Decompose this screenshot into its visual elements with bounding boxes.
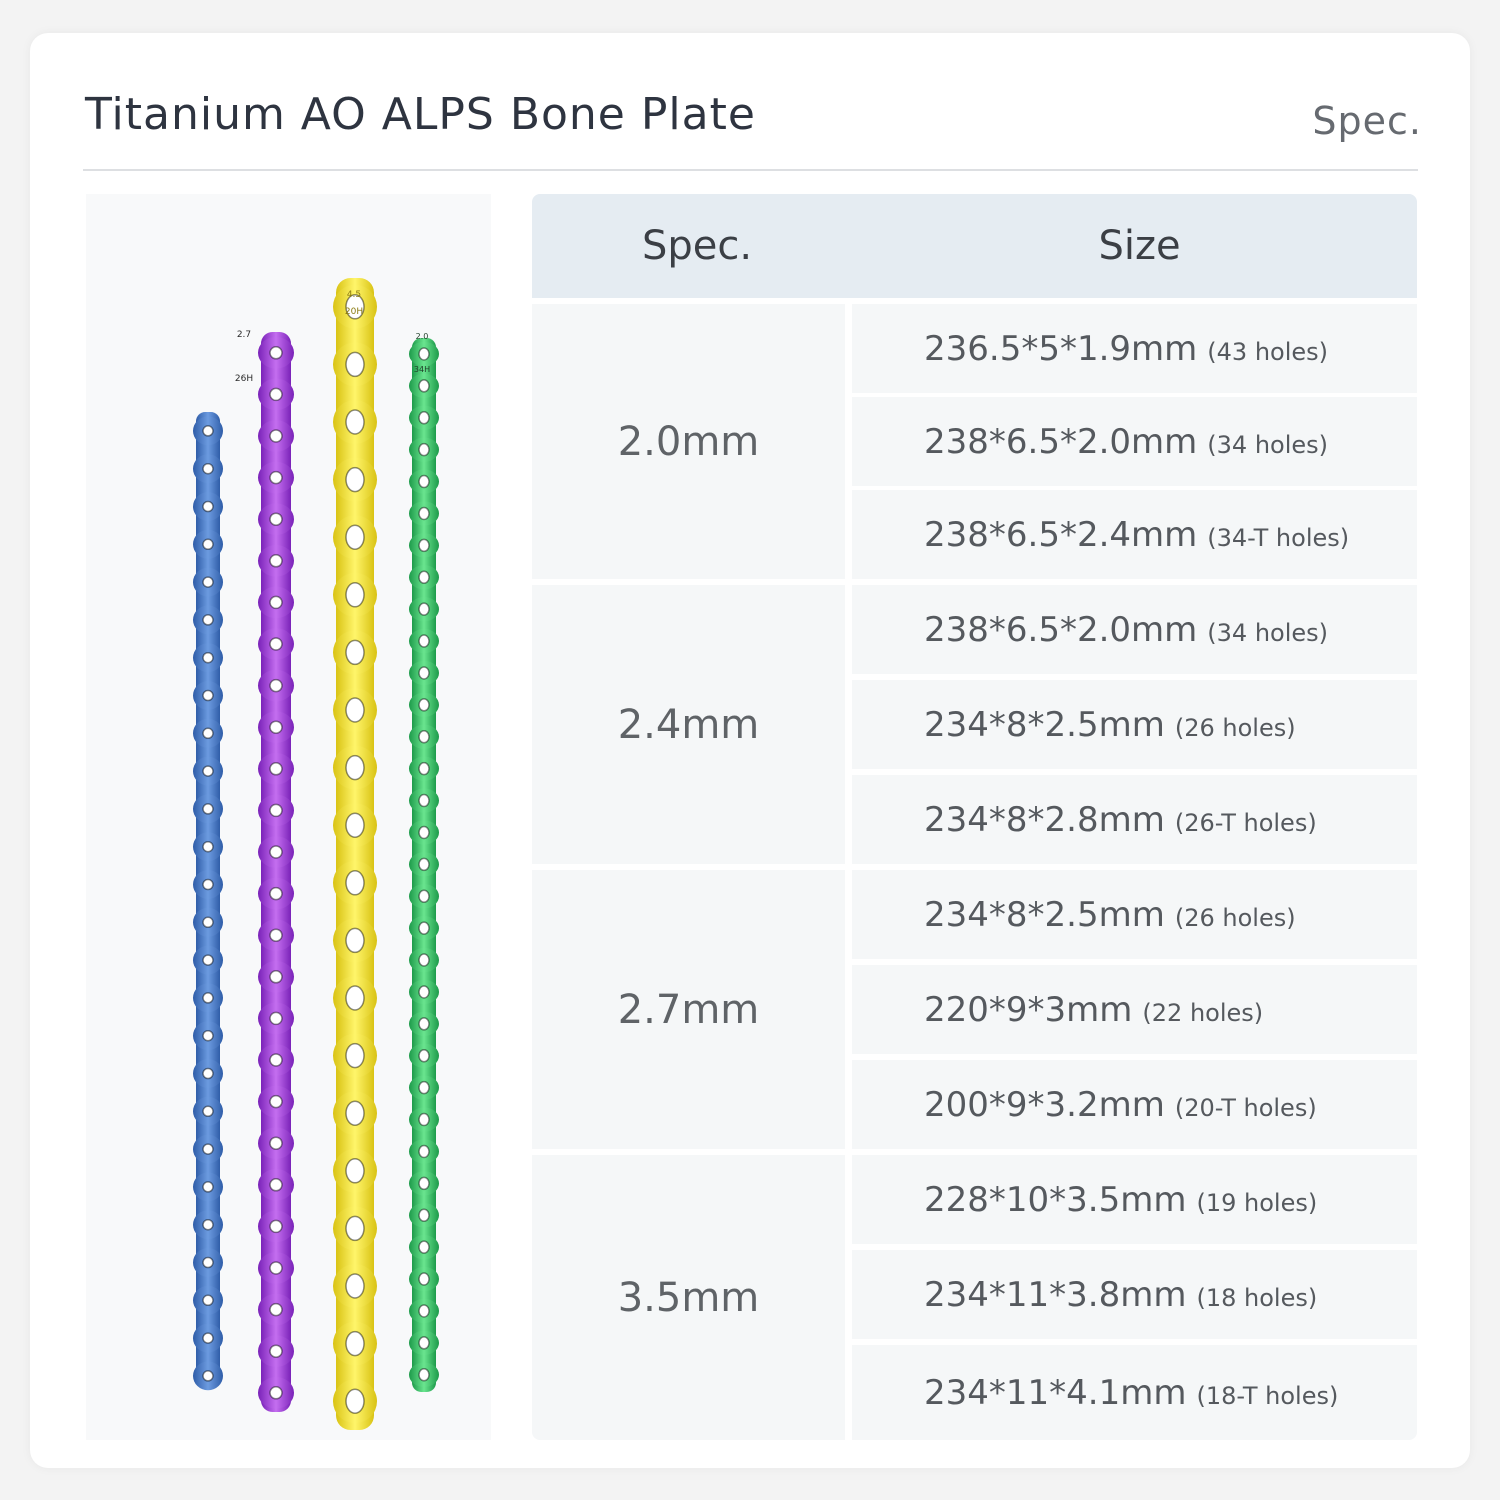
screw-hole: [419, 348, 429, 360]
plate-body: [261, 332, 291, 1412]
screw-hole: [346, 1159, 364, 1183]
yellow-plate-label-2: 20H: [344, 307, 364, 317]
spec-cell: 2.0mm: [532, 304, 845, 579]
size-cell: [852, 965, 1417, 1054]
bone-plates-illustration: [86, 194, 491, 1440]
hole-count: (18 holes): [1196, 1283, 1318, 1312]
size-value: 234*8*2.8mm: [924, 799, 1165, 840]
screw-hole: [419, 507, 429, 519]
screw-hole: [270, 1345, 282, 1357]
screw-hole: [270, 1137, 282, 1149]
size-cell: [852, 304, 1417, 393]
screw-hole: [203, 1069, 213, 1079]
product-card: [30, 33, 1470, 1468]
green-plate-label-1: 2.0: [415, 332, 429, 341]
screw-hole: [419, 1273, 429, 1285]
screw-hole: [270, 1387, 282, 1399]
size-value: 234*11*3.8mm: [924, 1274, 1187, 1315]
screw-hole: [203, 1031, 213, 1041]
hole-count: (18-T holes): [1196, 1381, 1339, 1410]
spec-table: [532, 194, 1417, 1440]
size-cell: [852, 1060, 1417, 1149]
hole-count: (22 holes): [1142, 998, 1264, 1027]
hole-count: (26-T holes): [1174, 808, 1317, 837]
plate-body: [336, 278, 374, 1430]
screw-hole: [346, 698, 364, 722]
screw-hole: [270, 971, 282, 983]
size-value: 220*9*3mm: [924, 989, 1133, 1030]
screw-hole: [346, 410, 364, 434]
screw-hole: [270, 721, 282, 733]
screw-hole: [203, 766, 213, 776]
column-header-size: Size: [1098, 223, 1181, 269]
screw-hole: [419, 1018, 429, 1030]
hole-count: (34 holes): [1207, 430, 1329, 459]
spec-cell: 2.4mm: [532, 585, 845, 864]
screw-hole: [419, 667, 429, 679]
screw-hole: [203, 691, 213, 701]
size-value: 234*8*2.5mm: [924, 894, 1165, 935]
size-cell: [852, 585, 1417, 674]
size-value: 234*8*2.5mm: [924, 704, 1165, 745]
screw-hole: [270, 430, 282, 442]
screw-hole: [419, 763, 429, 775]
size-cell: [852, 397, 1417, 486]
screw-hole: [270, 804, 282, 816]
spec-cell: 3.5mm: [532, 1155, 845, 1440]
screw-hole: [419, 1369, 429, 1381]
screw-hole: [203, 917, 213, 927]
screw-hole: [203, 464, 213, 474]
screw-hole: [419, 603, 429, 615]
spec-cell: 2.7mm: [532, 870, 845, 1149]
screw-hole: [419, 1177, 429, 1189]
screw-hole: [270, 846, 282, 858]
screw-hole: [346, 1216, 364, 1240]
header-spec-label: Spec.: [1312, 99, 1422, 143]
page-title: Titanium AO ALPS Bone Plate: [85, 89, 756, 140]
screw-hole: [346, 352, 364, 376]
size-value: 238*6.5*2.0mm: [924, 421, 1198, 462]
screw-hole: [346, 525, 364, 549]
size-value: 238*6.5*2.4mm: [924, 514, 1198, 555]
screw-hole: [346, 986, 364, 1010]
blue-bone-plate: [193, 412, 223, 1390]
purple-bone-plate: [258, 332, 294, 1412]
screw-hole: [203, 880, 213, 890]
screw-hole: [346, 813, 364, 837]
title-divider: [83, 169, 1418, 171]
screw-hole: [270, 888, 282, 900]
screw-hole: [346, 756, 364, 780]
screw-hole: [203, 1295, 213, 1305]
screw-hole: [270, 1220, 282, 1232]
screw-hole: [203, 1220, 213, 1230]
screw-hole: [419, 1337, 429, 1349]
product-image: [86, 194, 491, 1440]
screw-hole: [270, 513, 282, 525]
screw-hole: [346, 928, 364, 952]
screw-hole: [203, 728, 213, 738]
green-plate-label-2: 34H: [413, 365, 431, 374]
screw-hole: [419, 795, 429, 807]
screw-hole: [419, 444, 429, 456]
screw-hole: [203, 1144, 213, 1154]
screw-hole: [270, 347, 282, 359]
screw-hole: [419, 539, 429, 551]
screw-hole: [419, 635, 429, 647]
screw-hole: [346, 871, 364, 895]
screw-hole: [419, 1114, 429, 1126]
yellow-bone-plate: [333, 278, 377, 1430]
table-header: [532, 194, 1417, 298]
screw-hole: [270, 1262, 282, 1274]
screw-hole: [203, 1106, 213, 1116]
screw-hole: [346, 1274, 364, 1298]
screw-hole: [270, 1304, 282, 1316]
screw-hole: [419, 986, 429, 998]
screw-hole: [346, 640, 364, 664]
screw-hole: [419, 412, 429, 424]
purple-plate-label-2: 26H: [234, 374, 254, 384]
screw-hole: [270, 1096, 282, 1108]
size-cell: [852, 1345, 1417, 1440]
screw-hole: [419, 380, 429, 392]
hole-count: (34-T holes): [1207, 523, 1350, 552]
screw-hole: [419, 890, 429, 902]
yellow-plate-label-1: 4.5: [346, 290, 362, 300]
screw-hole: [346, 583, 364, 607]
hole-count: (19 holes): [1196, 1188, 1318, 1217]
hole-count: (26 holes): [1174, 903, 1296, 932]
screw-hole: [419, 954, 429, 966]
size-cell: [852, 870, 1417, 959]
screw-hole: [203, 955, 213, 965]
screw-hole: [419, 826, 429, 838]
green-bone-plate: [409, 338, 439, 1392]
screw-hole: [419, 731, 429, 743]
screw-hole: [270, 1012, 282, 1024]
purple-plate-label-1: 2.7: [236, 330, 252, 340]
hole-count: (26 holes): [1174, 713, 1296, 742]
screw-hole: [203, 539, 213, 549]
screw-hole: [419, 922, 429, 934]
screw-hole: [346, 1332, 364, 1356]
screw-hole: [270, 472, 282, 484]
screw-hole: [270, 929, 282, 941]
screw-hole: [270, 680, 282, 692]
screw-hole: [203, 842, 213, 852]
hole-count: (20-T holes): [1174, 1093, 1317, 1122]
size-cell: [852, 1250, 1417, 1339]
screw-hole: [203, 1371, 213, 1381]
size-value: 234*11*4.1mm: [924, 1372, 1187, 1413]
screw-hole: [270, 1054, 282, 1066]
size-cell: [852, 680, 1417, 769]
column-header-spec: Spec.: [641, 223, 753, 269]
screw-hole: [419, 699, 429, 711]
size-value: 200*9*3.2mm: [924, 1084, 1165, 1125]
screw-hole: [346, 1101, 364, 1125]
screw-hole: [346, 1044, 364, 1068]
screw-hole: [203, 804, 213, 814]
screw-hole: [419, 1050, 429, 1062]
size-cell: [852, 490, 1417, 579]
size-value: 228*10*3.5mm: [924, 1179, 1187, 1220]
hole-count: (43 holes): [1207, 337, 1329, 366]
screw-hole: [203, 1333, 213, 1343]
screw-hole: [346, 468, 364, 492]
screw-hole: [419, 1209, 429, 1221]
screw-hole: [203, 1182, 213, 1192]
screw-hole: [270, 388, 282, 400]
screw-hole: [203, 502, 213, 512]
size-cell: [852, 775, 1417, 864]
screw-hole: [270, 638, 282, 650]
screw-hole: [270, 1179, 282, 1191]
screw-hole: [346, 1389, 364, 1413]
size-value: 238*6.5*2.0mm: [924, 609, 1198, 650]
screw-hole: [203, 577, 213, 587]
screw-hole: [203, 426, 213, 436]
screw-hole: [419, 1145, 429, 1157]
screw-hole: [270, 596, 282, 608]
size-cell: [852, 1155, 1417, 1244]
screw-hole: [270, 763, 282, 775]
screw-hole: [419, 1305, 429, 1317]
hole-count: (34 holes): [1207, 618, 1329, 647]
screw-hole: [203, 993, 213, 1003]
screw-hole: [419, 476, 429, 488]
size-value: 236.5*5*1.9mm: [924, 328, 1198, 369]
screw-hole: [270, 555, 282, 567]
screw-hole: [203, 653, 213, 663]
screw-hole: [419, 1082, 429, 1094]
screw-hole: [419, 1241, 429, 1253]
screw-hole: [203, 615, 213, 625]
screw-hole: [203, 1258, 213, 1268]
screw-hole: [419, 571, 429, 583]
screw-hole: [419, 858, 429, 870]
